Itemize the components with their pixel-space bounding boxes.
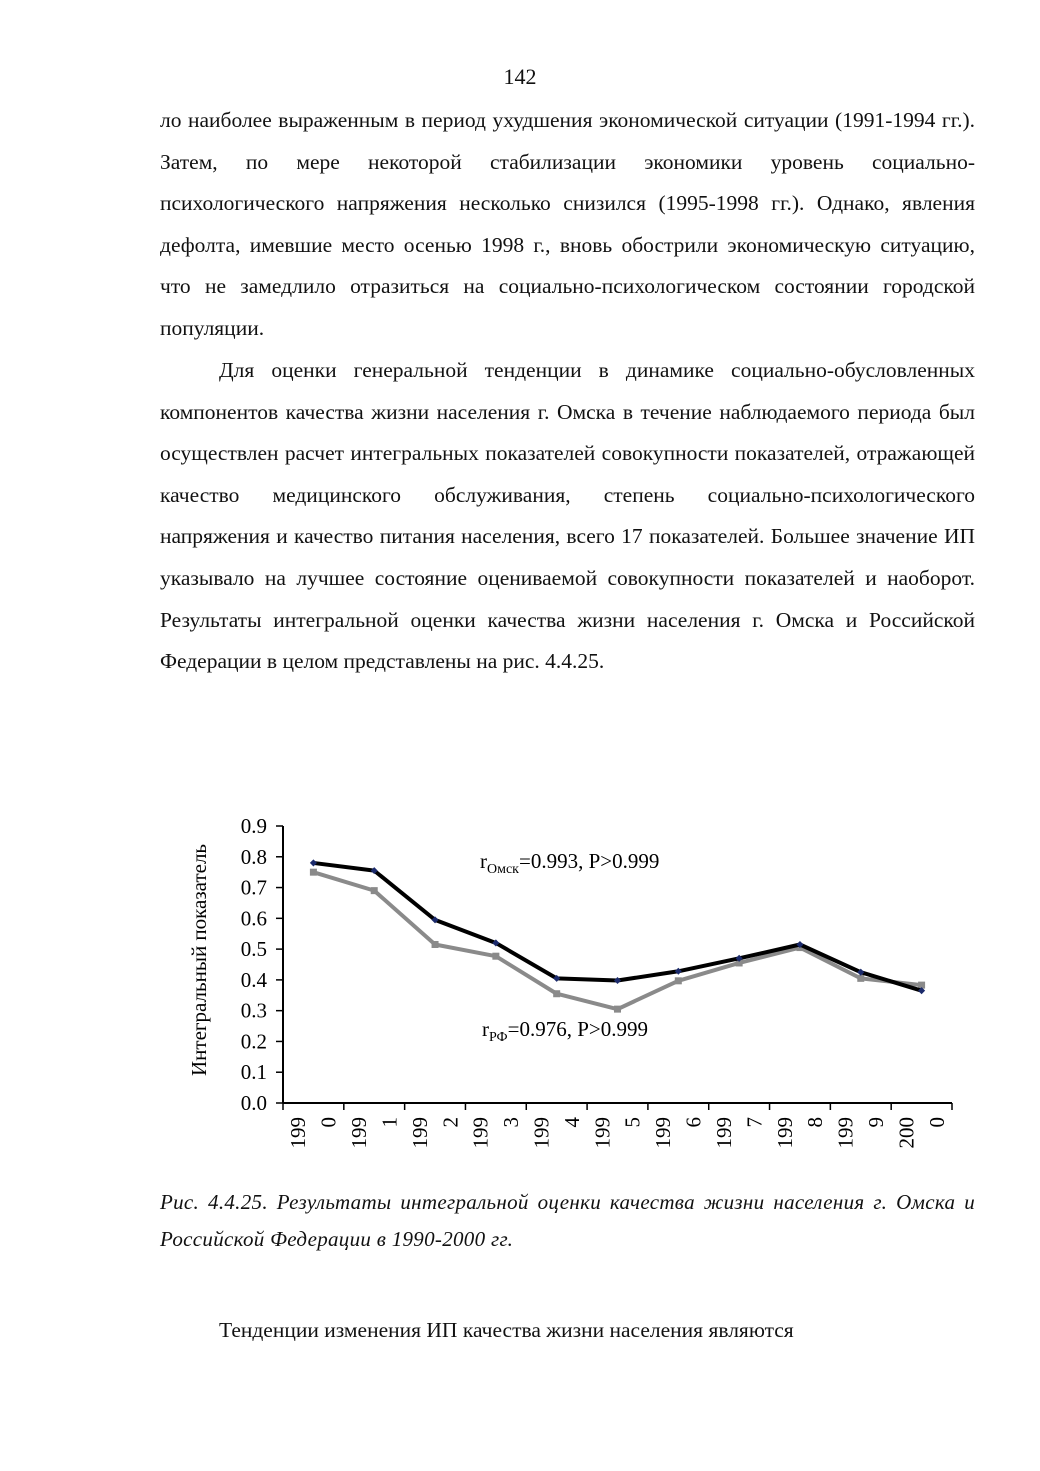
series-point-1 — [432, 941, 439, 948]
y-tick-label: 0.0 — [240, 1091, 267, 1115]
annotation-rf: $r_{РФ}=0.976$, P>0.999 — [482, 1017, 648, 1045]
x-tick-label-suffix: 3 — [499, 1117, 524, 1128]
series-point-1 — [371, 887, 378, 894]
x-tick-label-suffix: 5 — [620, 1117, 645, 1128]
y-tick-label: 0.6 — [240, 906, 267, 931]
x-tick-label: 199 — [347, 1117, 372, 1149]
y-tick-label: 0.3 — [240, 998, 267, 1023]
x-tick-label: 199 — [772, 1117, 797, 1149]
x-ticks — [283, 1103, 952, 1149]
annotation-omsk: $r_{Омск}=0.993$, P>0.999 — [480, 849, 660, 877]
y-tick-label: 0.7 — [240, 875, 267, 900]
paragraph-1 — [160, 100, 975, 350]
figure-chart — [170, 800, 970, 1180]
series-point-1 — [675, 977, 682, 984]
x-tick-label-suffix: 7 — [742, 1117, 767, 1128]
paragraph-2-text: Для оценки генеральной тенденции в динамике социально-обусловленных компонентов качества жизни населения г. Омска в течение наблюдаемого периода был осуществлен расчет интегральных показателей совокупности показателей, отражающей качество медицинского обслуживания, степень социально-психологического напряжения и качество питания населения, всего 17 показателей. Большее значение ИП указывало на лучшее состояние оцениваемой совокупности показателей и наоборот. Результаты интегральной оценки качества жизни населения г. Омска и Российской Федерации в целом представлены на рис. 4.4.25. — [160, 358, 975, 674]
y-ticks — [241, 814, 283, 1115]
paragraph-1-text: ло наиболее выраженным в период ухудшения экономической ситуации (1991-1994 гг.). Затем, по мере некоторой стабилизации экономики уровень социально-психологического напряжения несколько снизился (1995-1998 гг.). Однако, явления дефолта, имевшие место осенью 1998 г., вновь обострили экономическую ситуацию, что не замедлило отразиться на социально-психологическом состоянии городской популяции. — [160, 108, 975, 340]
chart-lines — [310, 859, 925, 1012]
x-tick-label-suffix: 0 — [316, 1117, 341, 1128]
x-tick-label-suffix: 0 — [924, 1117, 949, 1128]
y-tick-label: 0.1 — [240, 1060, 267, 1085]
series-point-1 — [553, 990, 560, 997]
x-tick-label: 199 — [711, 1117, 736, 1149]
series-point-0 — [614, 977, 621, 984]
x-tick-label: 199 — [468, 1117, 493, 1149]
series-line-0 — [313, 863, 921, 991]
x-tick-label: 199 — [833, 1117, 858, 1149]
series-point-1 — [310, 869, 317, 876]
x-tick-label-suffix: 2 — [438, 1117, 463, 1128]
x-tick-label: 199 — [407, 1117, 432, 1149]
x-tick-label: 200 — [894, 1117, 919, 1149]
x-tick-label: 199 — [286, 1117, 311, 1149]
x-tick-label-suffix: 9 — [863, 1117, 888, 1128]
figure-caption: Рис. 4.4.25. Результаты интегральной оценки качества жизни населения г. Омска и Российской Федерации в 1990-2000 гг. — [160, 1190, 975, 1251]
x-tick-label-suffix: 8 — [803, 1117, 828, 1128]
paragraph-2 — [160, 350, 975, 683]
paragraph-3-text: Тенденции изменения ИП качества жизни населения являются — [219, 1318, 794, 1342]
series-point-0 — [310, 859, 317, 866]
x-tick-label: 199 — [529, 1117, 554, 1149]
y-tick-label: 0.5 — [240, 937, 267, 962]
paragraph-3 — [160, 1310, 975, 1352]
series-point-1 — [857, 975, 864, 982]
y-tick-label: 0.2 — [240, 1029, 267, 1054]
page-number: 142 — [503, 64, 537, 89]
x-tick-label-suffix: 6 — [681, 1117, 706, 1128]
x-tick-label-suffix: 4 — [559, 1117, 584, 1128]
y-axis-label: Интегральный показатель — [187, 844, 211, 1076]
y-tick-label: 0.4 — [240, 967, 267, 992]
y-tick-label: 0.9 — [240, 814, 267, 838]
series-point-1 — [492, 953, 499, 960]
series-point-1 — [614, 1006, 621, 1013]
x-tick-label-suffix: 1 — [377, 1117, 402, 1128]
x-tick-label: 199 — [651, 1117, 676, 1149]
x-tick-label: 199 — [590, 1117, 615, 1149]
y-tick-label: 0.8 — [240, 844, 267, 869]
